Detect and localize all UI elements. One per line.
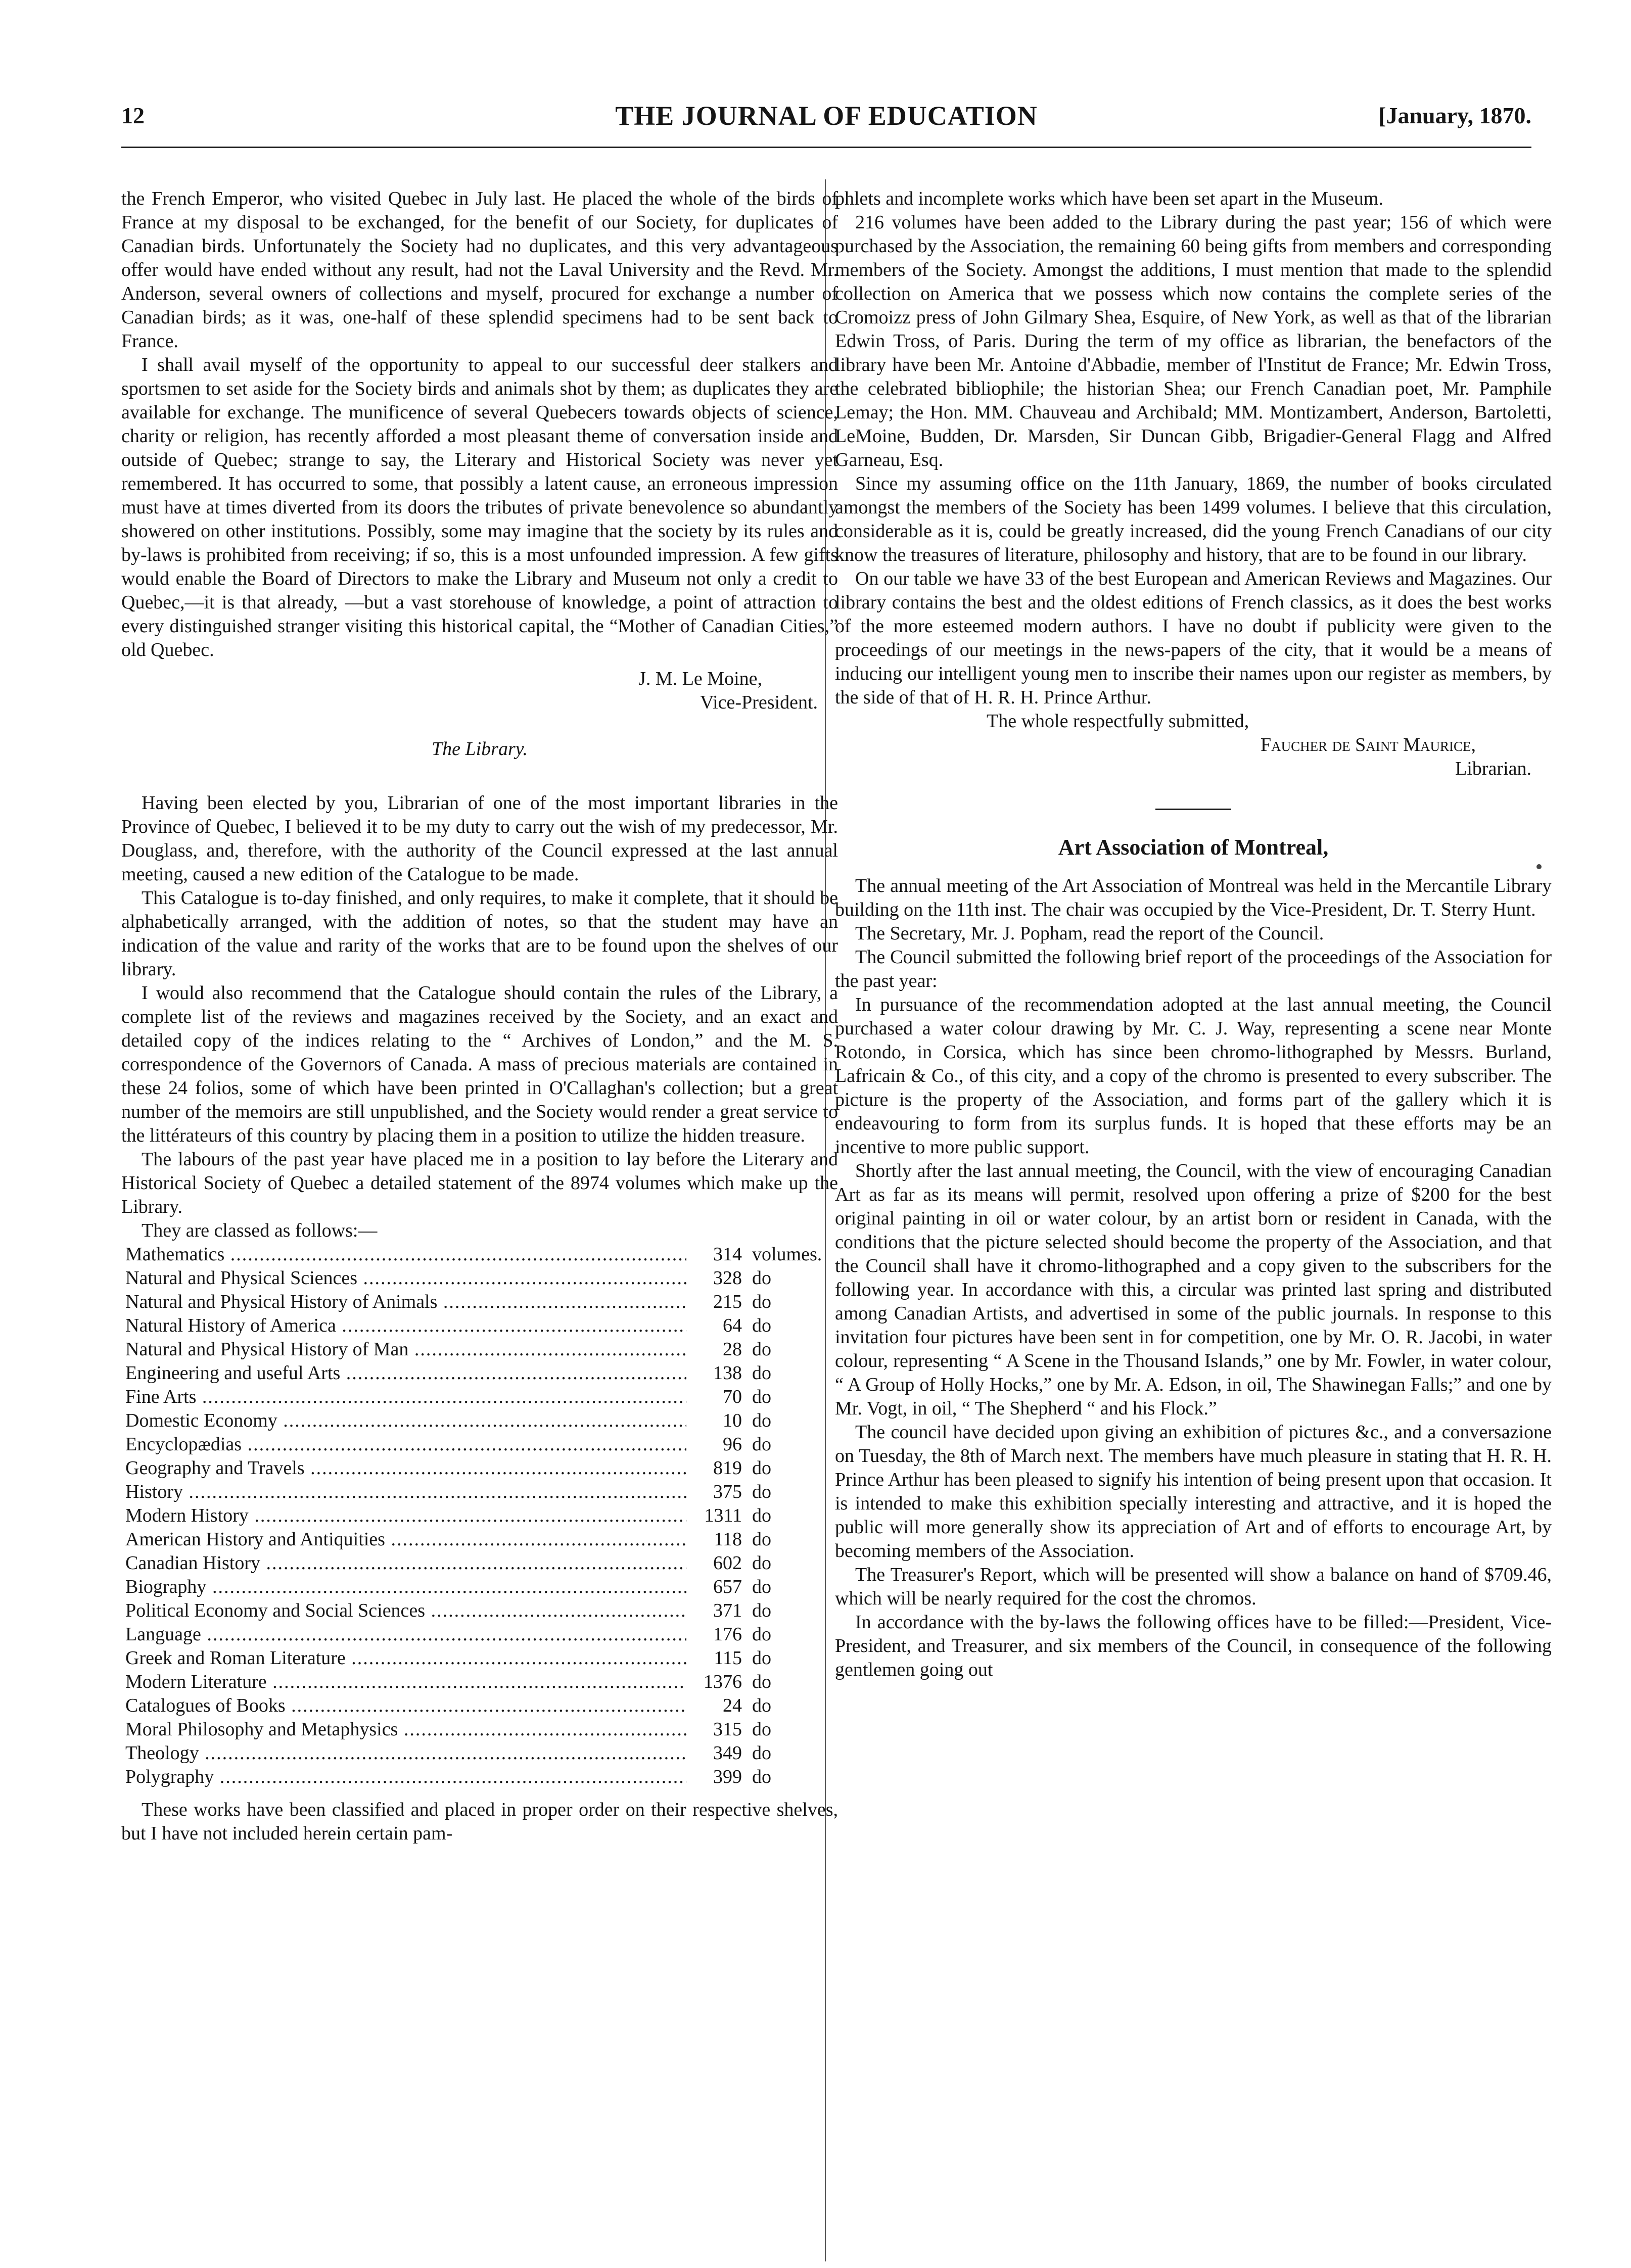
ink-dot — [1536, 864, 1542, 869]
row-unit: do — [752, 1362, 771, 1384]
row-label: Engineering and useful Arts ..... — [121, 1361, 686, 1385]
row-count: 349 — [713, 1742, 742, 1764]
table-row — [121, 1718, 838, 1741]
table-row — [121, 1361, 838, 1385]
library-classification-table — [121, 1243, 838, 1789]
table-row — [121, 1551, 838, 1575]
row-label: Theology ..... — [121, 1741, 686, 1765]
table-row — [121, 1599, 838, 1623]
row-unit: do — [752, 1742, 771, 1764]
row-unit: do — [752, 1267, 771, 1289]
paragraph: In pursuance of the recommendation adopted at the last annual meeting, the Council purchased a water colour drawing by Mr. C. J. Way, representing a scene near Monte Rotondo, in Corsica, which has since been chromo-lithographed by Messrs. Burland, Lafricain & Co., of this city, and a copy of the chromo is presented to every subscriber. The picture is the property of the Association, and forms part of the gallery which it is endeavouring to form from its surplus funds. It is hoped that these efforts may be an incentive to more public support. — [835, 994, 1552, 1158]
row-count: 24 — [723, 1695, 742, 1716]
table-row — [121, 1385, 838, 1409]
paragraph: the French Emperor, who visited Quebec in July last. He placed the whole of the birds of France at my disposal to be exchanged, for the benefit of our Society, for duplicates of Canadian birds. Unfortunately the Society had no duplicates, and this very advantageous offer would have ended without any result, had not the Laval University and the Revd. Mr. Anderson, several owners of collections and myself, procured for exchange a number of Canadian birds; as it was, one-half of these splendid specimens had to be sent back to France. — [121, 188, 838, 352]
paragraph: The labours of the past year have placed me in a position to lay before the Literary and Historical Society of Quebec a detailed statement of the 8974 volumes which make up the Library. — [121, 1149, 838, 1217]
row-label: Polygraphy ..... — [121, 1765, 686, 1789]
journal-title: THE JOURNAL OF EDUCATION — [615, 101, 1038, 131]
table-row — [121, 1765, 838, 1789]
row-count: 315 — [713, 1719, 742, 1740]
row-label: Modern History ..... — [121, 1504, 686, 1528]
row-count: 1376 — [704, 1671, 742, 1692]
row-count: 657 — [713, 1576, 742, 1597]
row-label: Biography ..... — [121, 1575, 686, 1599]
table-row — [121, 1480, 838, 1504]
table-row — [121, 1670, 838, 1694]
row-unit: do — [752, 1505, 771, 1526]
table-row — [121, 1290, 838, 1314]
paragraph: The Council submitted the following brief report of the proceedings of the Association for the past year: — [835, 947, 1552, 991]
paragraph: Having been elected by you, Librarian of one of the most important libraries in the Province of Quebec, I believed it to be my duty to carry out the wish of my predecessor, Mr. Douglass, and, therefore, with the authority of the Council expressed at the last annual meeting, caused a new edition of the Catalogue to be made. — [121, 792, 838, 885]
row-count: 819 — [713, 1457, 742, 1479]
row-label: Encyclopædias ..... — [121, 1433, 686, 1456]
paragraph: I would also recommend that the Catalogue should contain the rules of the Library, a complete list of the reviews and magazines received by the Society, and an exact and detailed copy of the indices relating to the “ Archives of London,” and the M. S. correspondence of the Governors of Canada. A mass of precious materials are contained in these 24 folios, some of which have been printed in O'Callaghan's collection; but a great number of the memoirs are still unpublished, and the Society would render a great service to the littérateurs of this country by placing them in a position to utilize the hidden treasure. — [121, 982, 838, 1146]
row-label: Language ..... — [121, 1623, 686, 1646]
row-count: 10 — [723, 1410, 742, 1431]
row-count: 118 — [714, 1529, 742, 1550]
section-rule — [1155, 809, 1231, 810]
row-count: 176 — [713, 1624, 742, 1645]
row-count: 328 — [713, 1267, 742, 1289]
paragraph: Since my assuming office on the 11th January, 1869, the number of books circulated amongst the members of the Society has been 1499 volumes. I believe that this circulation, considerable as it is, could be greatly increased, did the young French Canadians of our city know the treasures of literature, philosophy and history, that are to be found in our library. — [835, 473, 1552, 565]
issue-date: [January, 1870. — [1378, 103, 1531, 128]
table-row — [121, 1243, 838, 1266]
row-count: 138 — [713, 1362, 742, 1384]
row-unit: do — [752, 1434, 771, 1455]
row-unit: do — [752, 1386, 771, 1407]
row-unit: do — [752, 1647, 771, 1669]
row-label: Modern Literature ..... — [121, 1670, 686, 1694]
row-unit: do — [752, 1529, 771, 1550]
article-title: Art Association of Montreal, — [1058, 835, 1329, 860]
row-unit: do — [752, 1624, 771, 1645]
right-column — [835, 187, 1552, 1682]
row-label: Natural and Physical History of Man ..... — [121, 1338, 686, 1361]
row-count: 28 — [723, 1339, 742, 1360]
row-count: 96 — [723, 1434, 742, 1455]
paragraph: This Catalogue is to-day finished, and only requires, to make it complete, that it should be alphabetically arranged, with the addition of notes, so that the student may have an indication of the value and rarity of the works that are to be found upon the shelves of our library. — [121, 887, 838, 980]
left-column — [121, 187, 838, 1846]
row-count: 314 — [713, 1244, 742, 1265]
signature-name: J. M. Le Moine, — [638, 668, 762, 689]
paragraph: 216 volumes have been added to the Library during the past year; 156 of which were purchased by the Association, the remaining 60 being gifts from members and corresponding members of the Society. Amongst the additions, I must mention that made to the splendid collection on America that we possess which now contains the complete series of the Cromoizz press of John Gilmary Shea, Esquire, of New York, as well as that of the librarian Edwin Tross, of Paris. During the term of my office as librarian, the benefactors of the library have been Mr. Antoine d'Abbadie, member of l'Institut de France; Mr. Edwin Tross, the celebrated bibliophile; the historian Shea; our French Canadian poet, Mr. Pamphile Lemay; the Hon. MM. Chauveau and Archibald; MM. Montizambert, Anderson, Bartoletti, LeMoine, Budden, Dr. Marsden, Sir Duncan Gibb, Brigadier-General Flagg and Alfred Garneau, Esq. — [835, 212, 1552, 470]
table-row — [121, 1266, 838, 1290]
section-title: The Library. — [431, 738, 528, 760]
paragraph: The annual meeting of the Art Association of Montreal was held in the Mercantile Library building on the 11th inst. The chair was occupied by the Vice-President, Dr. T. Sterry Hunt. — [835, 875, 1552, 920]
table-row — [121, 1314, 838, 1338]
row-label: Natural and Physical History of Animals ..... — [121, 1290, 686, 1314]
row-unit: do — [752, 1576, 771, 1597]
row-count: 371 — [713, 1600, 742, 1621]
row-label: Geography and Travels ..... — [121, 1456, 686, 1480]
row-label: Canadian History ..... — [121, 1551, 686, 1575]
row-unit: do — [752, 1481, 771, 1502]
row-label: American History and Antiquities ..... — [121, 1528, 686, 1551]
table-row — [121, 1741, 838, 1765]
table-row — [121, 1504, 838, 1528]
page-number: 12 — [121, 103, 145, 128]
table-row — [121, 1694, 838, 1718]
row-count: 1311 — [704, 1505, 742, 1526]
signature-title: Vice-President. — [700, 692, 818, 713]
paragraph: I shall avail myself of the opportunity to appeal to our successful deer stalkers and sportsmen to set aside for the Society birds and animals shot by them; as duplicates they are available for exchange. The munificence of several Quebecers towards objects of science, charity or religion, has recently afforded a most pleasant theme of conversation inside and outside of Quebec; strange to say, the Literary and Historical Society was never yet remembered. It has occurred to some, that possibly a latent cause, an erroneous impression must have at times diverted from its doors the tributes of private benevolence so abundantly showered on other institutions. Possibly, some may imagine that the society by its rules and by-laws is prohibited from receiving; if so, this is a most unfounded impression. A few gifts would enable the Board of Directors to make the Library and Museum not only a credit to Quebec,—it is that already, —but a vast storehouse of knowledge, a point of attraction to every distinguished stranger visiting this historical capital, the “Mother of Canadian Cities,” old Quebec. — [121, 354, 838, 660]
paragraph: In accordance with the by-laws the following offices have to be filled:—President, Vice-President, and Treasurer, and six members of the Council, in consequence of the following gentlemen going out — [835, 1612, 1552, 1680]
row-label: History ..... — [121, 1480, 686, 1504]
row-unit: do — [752, 1695, 771, 1716]
table-row — [121, 1575, 838, 1599]
paragraph: phlets and incomplete works which have been set apart in the Museum. — [835, 188, 1383, 209]
page-header — [121, 96, 1531, 141]
paragraph: The whole respectfully submitted, — [987, 711, 1249, 732]
row-label: Greek and Roman Literature ..... — [121, 1646, 686, 1670]
table-row — [121, 1456, 838, 1480]
table-row — [121, 1433, 838, 1456]
row-count: 215 — [713, 1291, 742, 1312]
row-count: 602 — [713, 1552, 742, 1574]
paragraph: The Treasurer's Report, which will be presented will show a balance on hand of $709.46, which will be nearly required for the cost the chromos. — [835, 1564, 1552, 1609]
paragraph: The Secretary, Mr. J. Popham, read the report of the Council. — [855, 923, 1324, 944]
table-row — [121, 1409, 838, 1433]
row-count: 399 — [713, 1766, 742, 1787]
row-unit: do — [752, 1719, 771, 1740]
row-unit: do — [752, 1766, 771, 1787]
row-unit: do — [752, 1671, 771, 1692]
row-unit: do — [752, 1600, 771, 1621]
signature-title: Librarian. — [1455, 758, 1531, 779]
row-unit: do — [752, 1457, 771, 1479]
row-unit: do — [752, 1315, 771, 1336]
row-count: 115 — [714, 1647, 742, 1669]
row-label: Natural History of America ..... — [121, 1314, 686, 1338]
table-row — [121, 1528, 838, 1551]
table-row — [121, 1338, 838, 1361]
row-unit: do — [752, 1552, 771, 1574]
row-unit: do — [752, 1339, 771, 1360]
row-label: Moral Philosophy and Metaphysics ..... — [121, 1718, 686, 1741]
row-label: Political Economy and Social Sciences ..... — [121, 1599, 686, 1623]
paragraph: They are classed as follows:— — [142, 1220, 378, 1241]
row-unit: volumes. — [752, 1244, 822, 1265]
table-row — [121, 1623, 838, 1646]
paragraph: Shortly after the last annual meeting, the Council, with the view of encouraging Canadian Art as far as its means will permit, resolved upon offering a prize of $200 for the best original painting in oil or water colour, by an artist born or resident in Canada, with the conditions that the picture selected should become the property of the Association, and that the Council shall have it chromo-lithographed and a copy given to the subscribers for the following year. In accordance with this, a circular was printed last spring and distributed among Canadian Artists, and advertised in some of the public journals. In response to this invitation four pictures have been sent in for competition, one by Mr. O. R. Jacobi, in water colour, representing “ A Scene in the Thousand Islands,” one by Mr. Fowler, in water colour, “ A Group of Holly Hocks,” one by Mr. A. Edson, in oil, The Shawinegan Falls;” and one by Mr. Vogt, in oil, “ The Shepherd “ and his Flock.” — [835, 1160, 1552, 1419]
row-label: Mathematics ..... — [121, 1243, 686, 1266]
signature-name: Faucher de Saint Maurice, — [1260, 734, 1476, 755]
paragraph: On our table we have 33 of the best European and American Reviews and Magazines. Our library contains the best and the oldest editions of French classics, as it does the best works of the more esteemed modern authors. I have no doubt if publicity were given to the proceedings of our meetings in the news-papers of the city, that it would be a means of inducing our intelligent young men to inscribe their names upon our register as members, by the side of that of H. R. H. Prince Arthur. — [835, 568, 1552, 708]
table-row — [121, 1646, 838, 1670]
row-label: Natural and Physical Sciences ..... — [121, 1266, 686, 1290]
row-count: 375 — [713, 1481, 742, 1502]
row-count: 64 — [723, 1315, 742, 1336]
row-count: 70 — [723, 1386, 742, 1407]
row-label: Catalogues of Books ..... — [121, 1694, 686, 1718]
row-unit: do — [752, 1291, 771, 1312]
row-unit: do — [752, 1410, 771, 1431]
paragraph: The council have decided upon giving an exhibition of pictures &c., and a conversazione on Tuesday, the 8th of March next. The members have much pleasure in stating that H. R. H. Prince Arthur has been pleased to signify his intention of being present upon that occasion. It is intended to make this exhibition specially interesting and attractive, and it is hoped the public will more generally show its appreciation of Art and of efforts to encourage Art, by becoming members of the Association. — [835, 1422, 1552, 1562]
row-label: Domestic Economy ..... — [121, 1409, 686, 1433]
paragraph: These works have been classified and placed in proper order on their respective shelves, but I have not included herein certain pam- — [121, 1799, 838, 1844]
row-label: Fine Arts ..... — [121, 1385, 686, 1409]
header-rule — [121, 147, 1531, 148]
